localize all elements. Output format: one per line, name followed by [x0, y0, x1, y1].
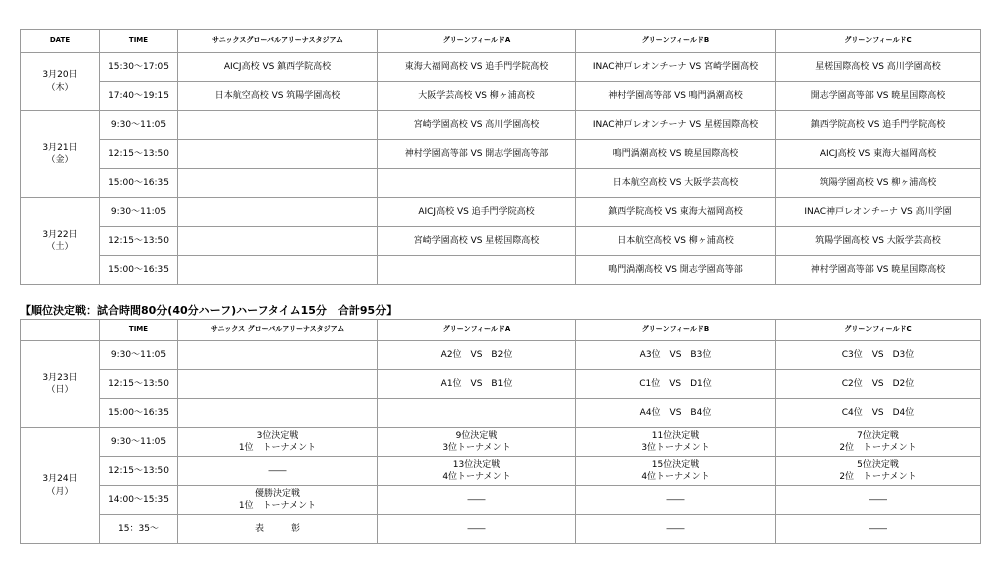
match-text: 3位トーナメント	[641, 443, 710, 453]
match-cell	[378, 457, 576, 486]
match-cell: 宮崎学園高校 VS 高川学園高校	[378, 111, 576, 140]
match-cell	[178, 140, 378, 169]
match-text: 7位決定戦	[857, 430, 899, 441]
table-row	[21, 428, 981, 457]
date-cell	[21, 428, 100, 544]
match-text: 1位 トーナメント	[238, 501, 317, 511]
table-row	[21, 370, 981, 399]
match-cell: 宮崎学園高校 VS 星槎国際高校	[378, 227, 576, 256]
column-header: サニックス グローバルアリーナスタジアム	[178, 320, 378, 341]
match-cell	[378, 256, 576, 285]
match-cell	[378, 486, 576, 515]
schedule-table-ranking	[20, 319, 981, 544]
match-cell	[178, 399, 378, 428]
match-text: 11位決定戦	[651, 430, 700, 441]
match-cell: INAC神戸レオンチーナ VS 高川学園	[776, 198, 981, 227]
table-row	[21, 227, 981, 256]
match-cell	[178, 169, 378, 198]
weekday-label: （月）	[46, 486, 74, 497]
column-header: グリーンフィールドC	[776, 30, 981, 53]
table-row	[21, 399, 981, 428]
match-cell: 日本航空高校 VS 柳ヶ浦高校	[576, 227, 776, 256]
ranking-matches-heading: 【順位決定戦：試合時間80分(40分ハーフ)ハーフタイム15分 合計95分】	[20, 304, 398, 317]
match-cell	[378, 515, 576, 544]
match-cell: INAC神戸レオンチーナ VS 星槎国際高校	[576, 111, 776, 140]
match-cell: 神村学園高等部 VS 暁星国際高校	[776, 256, 981, 285]
time-cell: 15:30～17:05	[100, 53, 178, 82]
table-row	[21, 457, 981, 486]
time-cell: 17:40～19:15	[100, 82, 178, 111]
table-row	[21, 256, 981, 285]
match-cell	[576, 399, 776, 428]
weekday-label: （木）	[46, 82, 74, 93]
table-row	[21, 140, 981, 169]
table-header-row	[21, 30, 981, 53]
time-cell: 14:00～15:35	[100, 486, 178, 515]
match-cell	[378, 169, 576, 198]
match-cell: 開志学園高等部 VS 暁星国際高校	[776, 82, 981, 111]
match-text: A3位 VS B3位	[639, 349, 712, 360]
column-header: グリーンフィールドA	[378, 30, 576, 53]
match-cell: 鳴門渦潮高校 VS 開志学園高等部	[576, 256, 776, 285]
date-cell	[21, 198, 100, 285]
column-header: TIME	[100, 320, 178, 341]
match-cell: 大阪学芸高校 VS 柳ヶ浦高校	[378, 82, 576, 111]
match-cell: AICJ高校 VS 追手門学院高校	[378, 198, 576, 227]
column-header: サニックスグローバルアリーナスタジアム	[178, 30, 378, 53]
match-text: 15位決定戦	[651, 459, 700, 470]
time-cell: 12:15～13:50	[100, 370, 178, 399]
date-label: 3月22日	[42, 229, 78, 240]
match-cell: 鳴門渦潮高校 VS 暁星国際高校	[576, 140, 776, 169]
match-cell	[576, 486, 776, 515]
match-cell	[576, 428, 776, 457]
date-label: 3月24日	[42, 474, 78, 485]
table-row	[21, 82, 981, 111]
match-cell	[576, 457, 776, 486]
match-cell	[576, 370, 776, 399]
match-text: ――	[467, 523, 486, 534]
match-text: ――	[869, 523, 887, 534]
match-text: A4位 VS B4位	[639, 407, 712, 418]
match-text: A2位 VS B2位	[440, 349, 513, 360]
time-cell: 12:15～13:50	[100, 227, 178, 256]
match-text: C1位 VS D1位	[639, 378, 712, 389]
match-cell	[576, 341, 776, 370]
match-cell: 鎮西学院高校 VS 追手門学院高校	[776, 111, 981, 140]
match-cell	[178, 341, 378, 370]
match-cell	[178, 370, 378, 399]
match-cell	[776, 428, 981, 457]
match-text: 9位決定戦	[455, 430, 498, 441]
time-cell: 15:00～16:35	[100, 399, 178, 428]
table-row	[21, 198, 981, 227]
table-row	[21, 486, 981, 515]
match-cell	[378, 399, 576, 428]
column-header: グリーンフィールドB	[576, 30, 776, 53]
match-cell	[776, 515, 981, 544]
column-header: TIME	[100, 30, 178, 53]
match-cell	[776, 399, 981, 428]
table-row	[21, 111, 981, 140]
time-cell: 9:30～11:05	[100, 198, 178, 227]
match-cell: 日本航空高校 VS 筑陽学園高校	[178, 82, 378, 111]
time-cell: 9:30～11:05	[100, 341, 178, 370]
column-header: グリーンフィールドC	[776, 320, 981, 341]
match-cell	[178, 457, 378, 486]
match-cell	[776, 457, 981, 486]
date-cell	[21, 341, 100, 428]
table-row	[21, 169, 981, 198]
match-cell	[776, 370, 981, 399]
match-text: 1位 トーナメント	[238, 443, 317, 453]
match-cell: INAC神戸レオンチーナ VS 宮崎学園高校	[576, 53, 776, 82]
match-text: 4位トーナメント	[641, 472, 710, 482]
table-row	[21, 53, 981, 82]
match-cell: 鎮西学院高校 VS 東海大福岡高校	[576, 198, 776, 227]
match-cell	[178, 486, 378, 515]
match-cell	[178, 111, 378, 140]
match-cell: 神村学園高等部 VS 開志学園高等部	[378, 140, 576, 169]
match-text: 5位決定戦	[857, 459, 899, 470]
match-text: 3位トーナメント	[442, 443, 511, 453]
match-text: 4位トーナメント	[442, 472, 511, 482]
table-header-row	[21, 320, 981, 341]
column-header: DATE	[21, 30, 100, 53]
match-cell	[178, 198, 378, 227]
schedule-table-round-robin	[20, 29, 981, 285]
time-cell: 15:00～16:35	[100, 256, 178, 285]
match-text: 3位決定戦	[256, 430, 299, 441]
date-cell	[21, 111, 100, 198]
match-text: A1位 VS B1位	[440, 378, 513, 389]
weekday-label: （土）	[46, 242, 74, 252]
match-text: ――	[467, 494, 486, 505]
match-cell: 東海大福岡高校 VS 追手門学院高校	[378, 53, 576, 82]
match-cell: 筑陽学園高校 VS 大阪学芸高校	[776, 227, 981, 256]
match-cell	[178, 256, 378, 285]
match-cell	[178, 428, 378, 457]
date-label: 3月20日	[42, 70, 78, 81]
match-cell: AICJ高校 VS 鎮西学院高校	[178, 53, 378, 82]
match-cell	[378, 341, 576, 370]
time-cell: 9:30～11:05	[100, 111, 178, 140]
match-text: C4位 VS D4位	[841, 407, 915, 418]
match-cell	[776, 486, 981, 515]
match-text: ――	[666, 494, 685, 505]
match-cell	[178, 227, 378, 256]
weekday-label: （金）	[46, 155, 74, 165]
match-text: ――	[666, 523, 685, 534]
column-header	[21, 320, 100, 341]
match-text: 優勝決定戦	[254, 488, 300, 499]
match-text: C3位 VS D3位	[841, 349, 915, 360]
match-text: 13位決定戦	[452, 459, 501, 470]
match-cell: 筑陽学園高校 VS 柳ヶ浦高校	[776, 169, 981, 198]
match-cell: 日本航空高校 VS 大阪学芸高校	[576, 169, 776, 198]
date-label: 3月21日	[42, 142, 78, 153]
column-header: グリーンフィールドB	[576, 320, 776, 341]
match-cell: 星槎国際高校 VS 高川学園高校	[776, 53, 981, 82]
table-row	[21, 341, 981, 370]
date-label: 3月23日	[42, 372, 78, 383]
match-cell: AICJ高校 VS 東海大福岡高校	[776, 140, 981, 169]
time-cell: 9:30～11:05	[100, 428, 178, 457]
match-cell	[776, 341, 981, 370]
match-text: C2位 VS D2位	[841, 378, 915, 389]
time-cell: 15:00～16:35	[100, 169, 178, 198]
date-cell	[21, 53, 100, 111]
table-row	[21, 515, 981, 544]
match-text: ――	[268, 465, 287, 476]
weekday-label: （日）	[46, 385, 74, 395]
match-text: 2位 トーナメント	[839, 472, 917, 482]
match-cell	[378, 370, 576, 399]
match-cell	[576, 515, 776, 544]
match-cell	[378, 428, 576, 457]
match-cell: 神村学園高等部 VS 鳴門渦潮高校	[576, 82, 776, 111]
column-header: グリーンフィールドA	[378, 320, 576, 341]
match-text: 2位 トーナメント	[839, 443, 917, 453]
time-cell: 12:15～13:50	[100, 457, 178, 486]
match-cell	[178, 515, 378, 544]
match-text: ――	[869, 494, 887, 505]
time-cell: 15：35～	[100, 515, 178, 544]
time-cell: 12:15～13:50	[100, 140, 178, 169]
match-text: 表 彰	[254, 523, 300, 534]
